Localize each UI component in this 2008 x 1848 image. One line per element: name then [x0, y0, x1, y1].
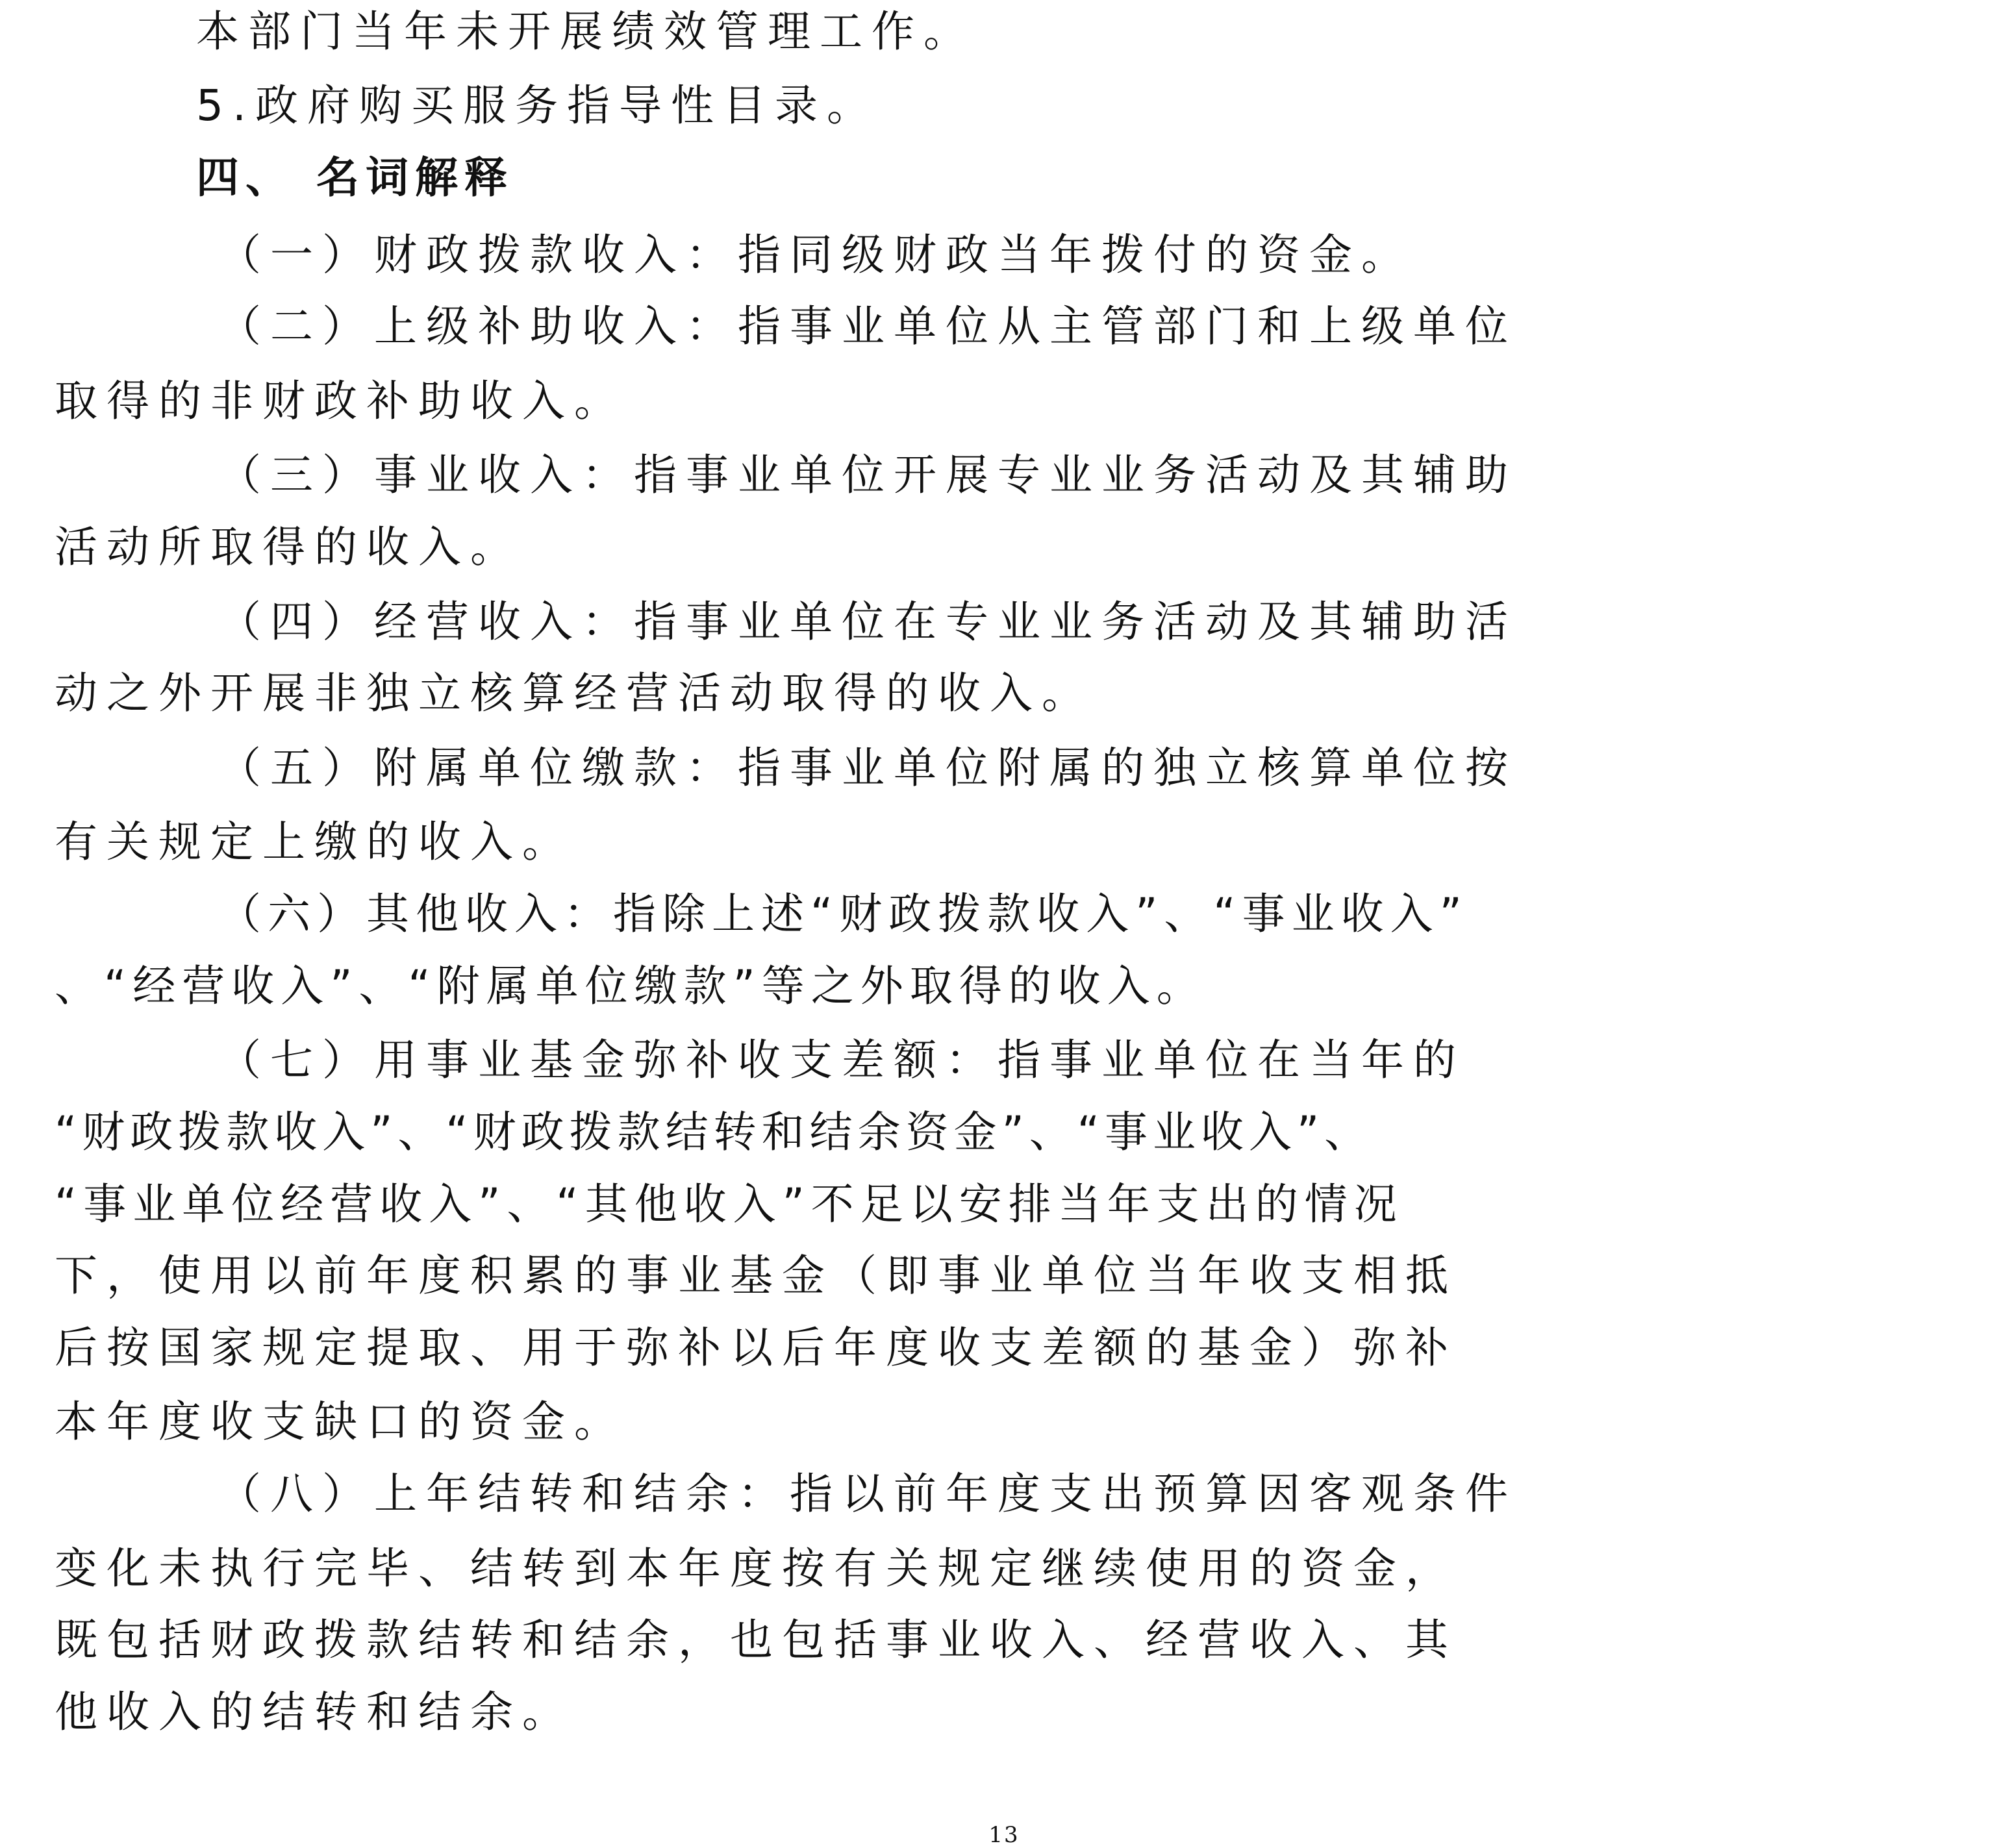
definition-line: 动之外开展非独立核算经营活动取得的收入。 — [55, 668, 1094, 718]
definition-line: （二）上级补助收入：指事业单位从主管部门和上级单位 — [218, 301, 1517, 351]
paragraph-line: 5.政府购买服务指导性目录。 — [196, 81, 879, 131]
definition-line: 有关规定上缴的收入。 — [55, 817, 574, 867]
definition-line: “财政拨款收入”、“财政拨款结转和结余资金”、“事业收入”、 — [55, 1107, 1373, 1157]
definition-line: 本年度收支缺口的资金。 — [55, 1397, 626, 1447]
definition-line: （三）事业收入：指事业单位开展专业业务活动及其辅助 — [218, 450, 1517, 500]
definition-line: （四）经营收入：指事业单位在专业业务活动及其辅助活 — [218, 597, 1517, 647]
definition-line: （一）财政拨款收入：指同级财政当年拨付的资金。 — [218, 230, 1413, 280]
definition-line: 变化未执行完毕、结转到本年度按有关规定继续使用的资金， — [55, 1543, 1457, 1593]
definition-line: 活动所取得的收入。 — [55, 522, 522, 572]
definition-line: （七）用事业基金弥补收支差额：指事业单位在当年的 — [218, 1035, 1465, 1085]
definition-line: 取得的非财政补助收入。 — [55, 376, 626, 426]
paragraph-line: 本部门当年未开展绩效管理工作。 — [196, 6, 975, 56]
definition-line: “事业单位经营收入”、“其他收入”不足以安排当年支出的情况 — [55, 1179, 1403, 1229]
section-heading: 四、 名词解释 — [196, 153, 514, 203]
definition-line: 他收入的结转和结余。 — [55, 1687, 574, 1737]
definition-line: （五）附属单位缴款：指事业单位附属的独立核算单位按 — [218, 743, 1517, 793]
page-number: 13 — [988, 1822, 1020, 1848]
definition-line: （八）上年结转和结余：指以前年度支出预算因客观条件 — [218, 1469, 1517, 1519]
definition-line: （六）其他收入：指除上述“财政拨款收入”、“事业收入” — [218, 889, 1468, 939]
definition-line: 既包括财政拨款结转和结余，也包括事业收入、经营收入、其 — [55, 1615, 1457, 1665]
definition-line: 下，使用以前年度积累的事业基金（即事业单位当年收支相抵 — [55, 1251, 1457, 1301]
definition-line: 后按国家规定提取、用于弥补以后年度收支差额的基金）弥补 — [55, 1323, 1457, 1373]
definition-line: 、“经营收入”、“附属单位缴款”等之外取得的收入。 — [55, 961, 1206, 1011]
